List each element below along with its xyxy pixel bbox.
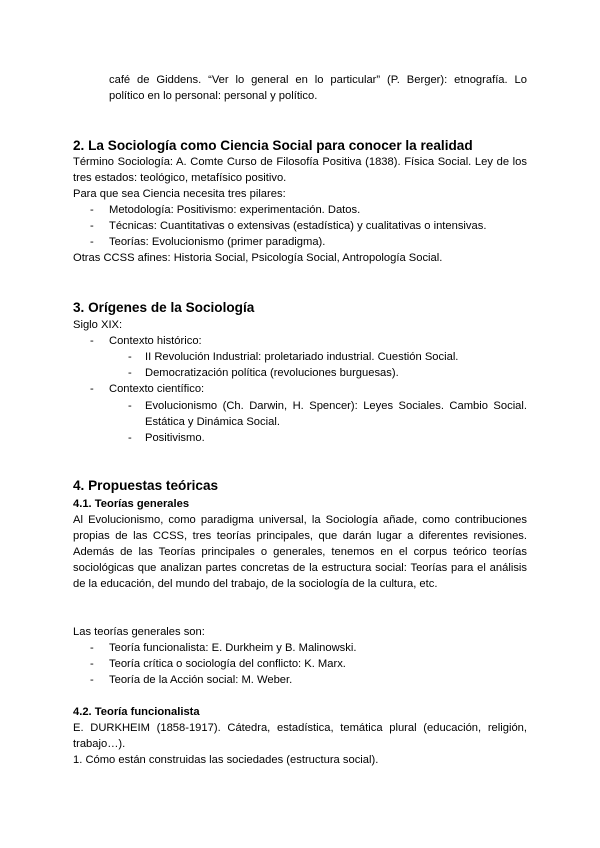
list-dash: - (90, 642, 94, 654)
list-dash: - (128, 400, 132, 412)
section-2-heading: 2. La Sociología como Ciencia Social para conocer la realidad (73, 138, 473, 153)
context-historico-item: II Revolución Industrial: proletariado industrial. Cuestión Social. (145, 351, 459, 363)
theory-list-item: Teoría funcionalista: E. Durkheim y B. Malinowski. (109, 642, 357, 654)
list-dash: - (90, 204, 94, 216)
theory-list-item: Teoría crítica o sociología del conflicto: K. Marx. (109, 658, 346, 670)
section-2-list-item: Teorías: Evolucionismo (primer paradigma). (109, 236, 326, 248)
list-dash: - (90, 658, 94, 670)
section-2-paragraph-2: Para que sea Ciencia necesita tres pilares: (73, 188, 286, 200)
list-dash: - (90, 383, 94, 395)
section-3-intro: Siglo XIX: (73, 319, 123, 331)
section-4-1-list-intro: Las teorías generales son: (73, 626, 205, 638)
list-dash: - (90, 674, 94, 686)
section-4-1-heading: 4.1. Teorías generales (73, 498, 190, 510)
theory-list-item: Teoría de la Acción social: M. Weber. (109, 674, 293, 686)
intro-line-2: político en lo personal: personal y político. (109, 90, 318, 102)
section-2-paragraph-1: Término Sociología: A. Comte Curso de Filosofía Positiva (1838). Física Social. Ley de los tres estados: teológico, metafísico positivo. (73, 156, 527, 184)
section-4-2-heading: 4.2. Teoría funcionalista (73, 706, 200, 718)
list-dash: - (90, 236, 94, 248)
section-2-list-item: Metodología: Positivismo: experimentación. Datos. (109, 204, 361, 216)
list-dash: - (128, 367, 132, 379)
context-historico-label: Contexto histórico: (109, 335, 202, 347)
section-2-paragraph-3: Otras CCSS afines: Historia Social, Psicología Social, Antropología Social. (73, 252, 443, 264)
list-dash: - (90, 335, 94, 347)
list-dash: - (90, 220, 94, 232)
list-dash: - (128, 432, 132, 444)
intro-paragraph (109, 72, 527, 104)
section-4-2-paragraph: E. DURKHEIM (1858-1917). Cátedra, estadística, temática plural (educación, religión, trabajo…). (73, 722, 527, 750)
section-4-2-item-1: 1. Cómo están construidas las sociedades (estructura social). (73, 754, 379, 766)
intro-line-1: café de Giddens. “Ver lo general en lo particular” (P. Berger): etnografía. Lo (109, 74, 527, 86)
section-4-heading: 4. Propuestas teóricas (73, 478, 219, 493)
context-cientifico-item: Positivismo. (145, 432, 205, 444)
section-3-heading: 3. Orígenes de la Sociología (73, 300, 255, 315)
list-dash: - (128, 351, 132, 363)
context-historico-item: Democratización política (revoluciones burguesas). (145, 367, 399, 379)
context-cientifico-label: Contexto científico: (109, 383, 205, 395)
section-2-list-item: Técnicas: Cuantitativas o extensivas (estadística) y cualitativas o intensivas. (109, 220, 487, 232)
section-4-1-paragraph: Al Evolucionismo, como paradigma universal, la Sociología añade, como contribuciones propias de las CCSS, tres teorías principales, que darán lugar a diferentes revisiones. Además de las Teorías principales o generales, tenemos en el corpus teórico teorías sociológicas que analizan partes concretas de la estructura social: Teorías para el análisis de la educación, del mundo del trabajo, de la sociología de la cultura, etc. (73, 514, 527, 590)
context-cientifico-item: Evolucionismo (Ch. Darwin, H. Spencer): Leyes Sociales. Cambio Social. Estática y Dinámica Social. (145, 400, 527, 428)
